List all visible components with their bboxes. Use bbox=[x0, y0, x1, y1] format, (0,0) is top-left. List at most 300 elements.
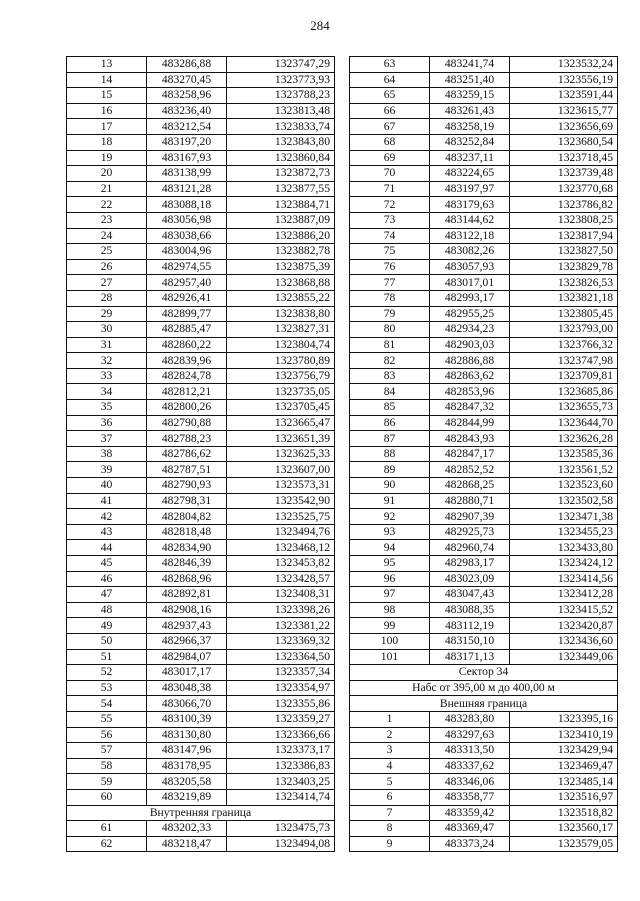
point-number-cell: 46 bbox=[67, 571, 147, 587]
point-number-cell: 45 bbox=[67, 556, 147, 572]
x-coordinate-cell: 482790,93 bbox=[147, 478, 227, 494]
sector-subtitle: Набс от 395,00 м до 400,00 м bbox=[350, 680, 618, 696]
x-coordinate-cell: 482934,23 bbox=[430, 322, 510, 338]
point-number-cell: 30 bbox=[67, 322, 147, 338]
point-number-cell: 87 bbox=[350, 431, 430, 447]
y-coordinate-cell: 1323735,05 bbox=[227, 384, 335, 400]
x-coordinate-cell: 483259,15 bbox=[430, 88, 510, 104]
table-row bbox=[67, 478, 335, 494]
table-row bbox=[67, 556, 335, 572]
table-row bbox=[67, 446, 335, 462]
y-coordinate-cell: 1323793,00 bbox=[510, 322, 618, 338]
table-row bbox=[67, 836, 335, 852]
y-coordinate-cell: 1323868,88 bbox=[227, 275, 335, 291]
point-number-cell: 62 bbox=[67, 836, 147, 852]
x-coordinate-cell: 483219,89 bbox=[147, 789, 227, 805]
point-number-cell: 101 bbox=[350, 649, 430, 665]
x-coordinate-cell: 482868,25 bbox=[430, 478, 510, 494]
x-coordinate-cell: 482957,40 bbox=[147, 275, 227, 291]
point-number-cell: 68 bbox=[350, 134, 430, 150]
y-coordinate-cell: 1323626,28 bbox=[510, 431, 618, 447]
table-row bbox=[350, 150, 618, 166]
point-number-cell: 81 bbox=[350, 337, 430, 353]
y-coordinate-cell: 1323817,94 bbox=[510, 228, 618, 244]
point-number-cell: 6 bbox=[350, 789, 430, 805]
x-coordinate-cell: 482786,62 bbox=[147, 446, 227, 462]
sector-title: Сектор 34 bbox=[350, 665, 618, 681]
x-coordinate-cell: 482886,88 bbox=[430, 353, 510, 369]
table-row bbox=[350, 181, 618, 197]
table-row bbox=[350, 431, 618, 447]
x-coordinate-cell: 482908,16 bbox=[147, 602, 227, 618]
x-coordinate-cell: 483047,43 bbox=[430, 587, 510, 603]
table-row bbox=[67, 602, 335, 618]
point-number-cell: 16 bbox=[67, 103, 147, 119]
x-coordinate-cell: 483286,88 bbox=[147, 57, 227, 73]
y-coordinate-cell: 1323709,81 bbox=[510, 368, 618, 384]
table-row bbox=[350, 665, 618, 681]
point-number-cell: 97 bbox=[350, 587, 430, 603]
table-row bbox=[350, 602, 618, 618]
point-number-cell: 44 bbox=[67, 540, 147, 556]
point-number-cell: 1 bbox=[350, 711, 430, 727]
x-coordinate-cell: 483258,19 bbox=[430, 119, 510, 135]
table-row bbox=[67, 72, 335, 88]
y-coordinate-cell: 1323359,27 bbox=[227, 711, 335, 727]
point-number-cell: 82 bbox=[350, 353, 430, 369]
table-row bbox=[67, 571, 335, 587]
x-coordinate-cell: 482847,32 bbox=[430, 400, 510, 416]
y-coordinate-cell: 1323756,79 bbox=[227, 368, 335, 384]
table-row bbox=[350, 789, 618, 805]
point-number-cell: 42 bbox=[67, 509, 147, 525]
x-coordinate-cell: 482798,31 bbox=[147, 493, 227, 509]
x-coordinate-cell: 482818,48 bbox=[147, 524, 227, 540]
point-number-cell: 26 bbox=[67, 259, 147, 275]
point-number-cell: 83 bbox=[350, 368, 430, 384]
table-row bbox=[350, 758, 618, 774]
point-number-cell: 100 bbox=[350, 633, 430, 649]
y-coordinate-cell: 1323833,74 bbox=[227, 119, 335, 135]
y-coordinate-cell: 1323747,98 bbox=[510, 353, 618, 369]
table-row bbox=[350, 384, 618, 400]
table-row bbox=[350, 493, 618, 509]
table-row bbox=[67, 57, 335, 73]
y-coordinate-cell: 1323808,25 bbox=[510, 212, 618, 228]
point-number-cell: 24 bbox=[67, 228, 147, 244]
table-row bbox=[67, 212, 335, 228]
point-number-cell: 56 bbox=[67, 727, 147, 743]
section-label-outer-boundary: Внешняя граница bbox=[350, 696, 618, 712]
table-row bbox=[67, 197, 335, 213]
point-number-cell: 36 bbox=[67, 415, 147, 431]
x-coordinate-cell: 483017,17 bbox=[147, 665, 227, 681]
point-number-cell: 98 bbox=[350, 602, 430, 618]
table-row bbox=[67, 181, 335, 197]
y-coordinate-cell: 1323872,73 bbox=[227, 166, 335, 182]
x-coordinate-cell: 483297,63 bbox=[430, 727, 510, 743]
y-coordinate-cell: 1323821,18 bbox=[510, 290, 618, 306]
x-coordinate-cell: 482966,37 bbox=[147, 633, 227, 649]
y-coordinate-cell: 1323420,87 bbox=[510, 618, 618, 634]
x-coordinate-cell: 483023,09 bbox=[430, 571, 510, 587]
table-row bbox=[350, 337, 618, 353]
x-coordinate-cell: 483122,18 bbox=[430, 228, 510, 244]
point-number-cell: 39 bbox=[67, 462, 147, 478]
table-row bbox=[67, 758, 335, 774]
table-row bbox=[67, 259, 335, 275]
y-coordinate-cell: 1323373,17 bbox=[227, 743, 335, 759]
y-coordinate-cell: 1323395,16 bbox=[510, 711, 618, 727]
point-number-cell: 4 bbox=[350, 758, 430, 774]
y-coordinate-cell: 1323766,32 bbox=[510, 337, 618, 353]
x-coordinate-cell: 482804,82 bbox=[147, 509, 227, 525]
point-number-cell: 58 bbox=[67, 758, 147, 774]
point-number-cell: 92 bbox=[350, 509, 430, 525]
x-coordinate-cell: 483088,35 bbox=[430, 602, 510, 618]
table-row bbox=[67, 462, 335, 478]
point-number-cell: 48 bbox=[67, 602, 147, 618]
y-coordinate-cell: 1323827,31 bbox=[227, 322, 335, 338]
table-row bbox=[350, 400, 618, 416]
x-coordinate-cell: 483337,62 bbox=[430, 758, 510, 774]
table-row bbox=[67, 493, 335, 509]
x-coordinate-cell: 482955,25 bbox=[430, 306, 510, 322]
table-row bbox=[350, 633, 618, 649]
x-coordinate-cell: 483224,65 bbox=[430, 166, 510, 182]
x-coordinate-cell: 482868,96 bbox=[147, 571, 227, 587]
y-coordinate-cell: 1323656,69 bbox=[510, 119, 618, 135]
x-coordinate-cell: 482937,43 bbox=[147, 618, 227, 634]
table-row bbox=[67, 134, 335, 150]
x-coordinate-cell: 482993,17 bbox=[430, 290, 510, 306]
table-row bbox=[67, 727, 335, 743]
x-coordinate-cell: 482899,77 bbox=[147, 306, 227, 322]
y-coordinate-cell: 1323408,31 bbox=[227, 587, 335, 603]
y-coordinate-cell: 1323424,12 bbox=[510, 556, 618, 572]
x-coordinate-cell: 483241,74 bbox=[430, 57, 510, 73]
point-number-cell: 18 bbox=[67, 134, 147, 150]
point-number-cell: 84 bbox=[350, 384, 430, 400]
table-row bbox=[67, 400, 335, 416]
point-number-cell: 9 bbox=[350, 836, 430, 852]
y-coordinate-cell: 1323805,45 bbox=[510, 306, 618, 322]
table-row bbox=[67, 805, 335, 821]
table-row bbox=[350, 524, 618, 540]
y-coordinate-cell: 1323556,19 bbox=[510, 72, 618, 88]
point-number-cell: 93 bbox=[350, 524, 430, 540]
point-number-cell: 90 bbox=[350, 478, 430, 494]
y-coordinate-cell: 1323485,14 bbox=[510, 774, 618, 790]
point-number-cell: 47 bbox=[67, 587, 147, 603]
point-number-cell: 41 bbox=[67, 493, 147, 509]
y-coordinate-cell: 1323525,75 bbox=[227, 509, 335, 525]
y-coordinate-cell: 1323665,47 bbox=[227, 415, 335, 431]
y-coordinate-cell: 1323369,32 bbox=[227, 633, 335, 649]
table-row bbox=[67, 306, 335, 322]
table-row bbox=[67, 696, 335, 712]
y-coordinate-cell: 1323747,29 bbox=[227, 57, 335, 73]
x-coordinate-cell: 483150,10 bbox=[430, 633, 510, 649]
table-row bbox=[350, 711, 618, 727]
table-row bbox=[350, 618, 618, 634]
point-number-cell: 74 bbox=[350, 228, 430, 244]
x-coordinate-cell: 483112,19 bbox=[430, 618, 510, 634]
table-row bbox=[67, 368, 335, 384]
x-coordinate-cell: 482847,17 bbox=[430, 446, 510, 462]
x-coordinate-cell: 483144,62 bbox=[430, 212, 510, 228]
table-row bbox=[67, 618, 335, 634]
x-coordinate-cell: 482984,07 bbox=[147, 649, 227, 665]
table-row bbox=[350, 743, 618, 759]
y-coordinate-cell: 1323855,22 bbox=[227, 290, 335, 306]
y-coordinate-cell: 1323680,54 bbox=[510, 134, 618, 150]
x-coordinate-cell: 482960,74 bbox=[430, 540, 510, 556]
table-row bbox=[350, 556, 618, 572]
y-coordinate-cell: 1323449,06 bbox=[510, 649, 618, 665]
table-row bbox=[350, 88, 618, 104]
point-number-cell: 50 bbox=[67, 633, 147, 649]
x-coordinate-cell: 482880,71 bbox=[430, 493, 510, 509]
table-row bbox=[67, 587, 335, 603]
table-row bbox=[350, 509, 618, 525]
table-row bbox=[67, 524, 335, 540]
table-row bbox=[67, 431, 335, 447]
y-coordinate-cell: 1323357,34 bbox=[227, 665, 335, 681]
x-coordinate-cell: 482925,73 bbox=[430, 524, 510, 540]
x-coordinate-cell: 482926,41 bbox=[147, 290, 227, 306]
point-number-cell: 76 bbox=[350, 259, 430, 275]
x-coordinate-cell: 483197,20 bbox=[147, 134, 227, 150]
x-coordinate-cell: 482824,78 bbox=[147, 368, 227, 384]
table-row bbox=[67, 415, 335, 431]
x-coordinate-cell: 482863,62 bbox=[430, 368, 510, 384]
y-coordinate-cell: 1323804,74 bbox=[227, 337, 335, 353]
table-row bbox=[350, 275, 618, 291]
table-row bbox=[350, 415, 618, 431]
y-coordinate-cell: 1323770,68 bbox=[510, 181, 618, 197]
x-coordinate-cell: 483237,11 bbox=[430, 150, 510, 166]
y-coordinate-cell: 1323468,12 bbox=[227, 540, 335, 556]
x-coordinate-cell: 482853,96 bbox=[430, 384, 510, 400]
table-row bbox=[350, 197, 618, 213]
point-number-cell: 95 bbox=[350, 556, 430, 572]
x-coordinate-cell: 483236,40 bbox=[147, 103, 227, 119]
x-coordinate-cell: 483313,50 bbox=[430, 743, 510, 759]
y-coordinate-cell: 1323573,31 bbox=[227, 478, 335, 494]
y-coordinate-cell: 1323813,48 bbox=[227, 103, 335, 119]
table-row bbox=[350, 353, 618, 369]
y-coordinate-cell: 1323364,50 bbox=[227, 649, 335, 665]
table-row bbox=[67, 821, 335, 837]
point-number-cell: 8 bbox=[350, 821, 430, 837]
table-row bbox=[350, 649, 618, 665]
y-coordinate-cell: 1323355,86 bbox=[227, 696, 335, 712]
point-number-cell: 94 bbox=[350, 540, 430, 556]
y-coordinate-cell: 1323560,17 bbox=[510, 821, 618, 837]
point-number-cell: 13 bbox=[67, 57, 147, 73]
point-number-cell: 29 bbox=[67, 306, 147, 322]
table-row bbox=[67, 290, 335, 306]
point-number-cell: 64 bbox=[350, 72, 430, 88]
x-coordinate-cell: 483358,77 bbox=[430, 789, 510, 805]
table-row bbox=[67, 88, 335, 104]
table-row bbox=[350, 836, 618, 852]
y-coordinate-cell: 1323518,82 bbox=[510, 805, 618, 821]
x-coordinate-cell: 482834,90 bbox=[147, 540, 227, 556]
x-coordinate-cell: 483057,93 bbox=[430, 259, 510, 275]
table-row bbox=[350, 134, 618, 150]
x-coordinate-cell: 482787,51 bbox=[147, 462, 227, 478]
y-coordinate-cell: 1323471,38 bbox=[510, 509, 618, 525]
table-row bbox=[350, 228, 618, 244]
x-coordinate-cell: 483082,26 bbox=[430, 244, 510, 260]
point-number-cell: 75 bbox=[350, 244, 430, 260]
y-coordinate-cell: 1323455,23 bbox=[510, 524, 618, 540]
y-coordinate-cell: 1323398,26 bbox=[227, 602, 335, 618]
x-coordinate-cell: 482846,39 bbox=[147, 556, 227, 572]
x-coordinate-cell: 482974,55 bbox=[147, 259, 227, 275]
point-number-cell: 99 bbox=[350, 618, 430, 634]
table-row bbox=[67, 103, 335, 119]
point-number-cell: 19 bbox=[67, 150, 147, 166]
point-number-cell: 60 bbox=[67, 789, 147, 805]
y-coordinate-cell: 1323843,80 bbox=[227, 134, 335, 150]
x-coordinate-cell: 482892,81 bbox=[147, 587, 227, 603]
point-number-cell: 53 bbox=[67, 680, 147, 696]
point-number-cell: 71 bbox=[350, 181, 430, 197]
table-row bbox=[67, 743, 335, 759]
y-coordinate-cell: 1323875,39 bbox=[227, 259, 335, 275]
table-row bbox=[67, 665, 335, 681]
point-number-cell: 85 bbox=[350, 400, 430, 416]
table-row bbox=[67, 275, 335, 291]
point-number-cell: 23 bbox=[67, 212, 147, 228]
table-row bbox=[350, 290, 618, 306]
point-number-cell: 59 bbox=[67, 774, 147, 790]
y-coordinate-cell: 1323651,39 bbox=[227, 431, 335, 447]
y-coordinate-cell: 1323386,83 bbox=[227, 758, 335, 774]
point-number-cell: 14 bbox=[67, 72, 147, 88]
x-coordinate-cell: 482885,47 bbox=[147, 322, 227, 338]
table-row bbox=[350, 774, 618, 790]
table-row bbox=[350, 72, 618, 88]
x-coordinate-cell: 483138,99 bbox=[147, 166, 227, 182]
y-coordinate-cell: 1323561,52 bbox=[510, 462, 618, 478]
y-coordinate-cell: 1323655,73 bbox=[510, 400, 618, 416]
x-coordinate-cell: 482800,26 bbox=[147, 400, 227, 416]
y-coordinate-cell: 1323532,24 bbox=[510, 57, 618, 73]
point-number-cell: 96 bbox=[350, 571, 430, 587]
y-coordinate-cell: 1323429,94 bbox=[510, 743, 618, 759]
point-number-cell: 40 bbox=[67, 478, 147, 494]
x-coordinate-cell: 483283,80 bbox=[430, 711, 510, 727]
x-coordinate-cell: 483205,58 bbox=[147, 774, 227, 790]
table-row bbox=[67, 774, 335, 790]
point-number-cell: 37 bbox=[67, 431, 147, 447]
y-coordinate-cell: 1323403,25 bbox=[227, 774, 335, 790]
point-number-cell: 88 bbox=[350, 446, 430, 462]
x-coordinate-cell: 483167,93 bbox=[147, 150, 227, 166]
point-number-cell: 73 bbox=[350, 212, 430, 228]
table-row bbox=[67, 119, 335, 135]
y-coordinate-cell: 1323523,60 bbox=[510, 478, 618, 494]
point-number-cell: 78 bbox=[350, 290, 430, 306]
point-number-cell: 38 bbox=[67, 446, 147, 462]
point-number-cell: 35 bbox=[67, 400, 147, 416]
table-row bbox=[350, 680, 618, 696]
y-coordinate-cell: 1323414,74 bbox=[227, 789, 335, 805]
point-number-cell: 17 bbox=[67, 119, 147, 135]
x-coordinate-cell: 483178,95 bbox=[147, 758, 227, 774]
point-number-cell: 79 bbox=[350, 306, 430, 322]
x-coordinate-cell: 483038,66 bbox=[147, 228, 227, 244]
table-row bbox=[350, 259, 618, 275]
y-coordinate-cell: 1323502,58 bbox=[510, 493, 618, 509]
x-coordinate-cell: 482983,17 bbox=[430, 556, 510, 572]
x-coordinate-cell: 483346,06 bbox=[430, 774, 510, 790]
point-number-cell: 63 bbox=[350, 57, 430, 73]
table-row bbox=[350, 587, 618, 603]
y-coordinate-cell: 1323428,57 bbox=[227, 571, 335, 587]
y-coordinate-cell: 1323739,48 bbox=[510, 166, 618, 182]
table-row bbox=[67, 384, 335, 400]
table-row bbox=[67, 789, 335, 805]
y-coordinate-cell: 1323453,82 bbox=[227, 556, 335, 572]
point-number-cell: 20 bbox=[67, 166, 147, 182]
table-row bbox=[350, 166, 618, 182]
point-number-cell: 3 bbox=[350, 743, 430, 759]
x-coordinate-cell: 483179,63 bbox=[430, 197, 510, 213]
point-number-cell: 27 bbox=[67, 275, 147, 291]
x-coordinate-cell: 483100,39 bbox=[147, 711, 227, 727]
table-row bbox=[350, 57, 618, 73]
point-number-cell: 91 bbox=[350, 493, 430, 509]
x-coordinate-cell: 482907,39 bbox=[430, 509, 510, 525]
y-coordinate-cell: 1323829,78 bbox=[510, 259, 618, 275]
table-row bbox=[67, 244, 335, 260]
y-coordinate-cell: 1323780,89 bbox=[227, 353, 335, 369]
table-row bbox=[67, 228, 335, 244]
y-coordinate-cell: 1323381,22 bbox=[227, 618, 335, 634]
x-coordinate-cell: 483066,70 bbox=[147, 696, 227, 712]
x-coordinate-cell: 483171,13 bbox=[430, 649, 510, 665]
x-coordinate-cell: 483004,96 bbox=[147, 244, 227, 260]
table-row bbox=[350, 571, 618, 587]
table-row bbox=[67, 353, 335, 369]
point-number-cell: 7 bbox=[350, 805, 430, 821]
x-coordinate-cell: 483130,80 bbox=[147, 727, 227, 743]
x-coordinate-cell: 483258,96 bbox=[147, 88, 227, 104]
point-number-cell: 70 bbox=[350, 166, 430, 182]
table-row bbox=[67, 150, 335, 166]
point-number-cell: 22 bbox=[67, 197, 147, 213]
point-number-cell: 54 bbox=[67, 696, 147, 712]
x-coordinate-cell: 483017,01 bbox=[430, 275, 510, 291]
point-number-cell: 57 bbox=[67, 743, 147, 759]
y-coordinate-cell: 1323705,45 bbox=[227, 400, 335, 416]
point-number-cell: 72 bbox=[350, 197, 430, 213]
point-number-cell: 15 bbox=[67, 88, 147, 104]
table-row bbox=[350, 103, 618, 119]
table-row bbox=[350, 244, 618, 260]
y-coordinate-cell: 1323827,50 bbox=[510, 244, 618, 260]
x-coordinate-cell: 482790,88 bbox=[147, 415, 227, 431]
point-number-cell: 86 bbox=[350, 415, 430, 431]
table-row bbox=[67, 711, 335, 727]
table-row bbox=[350, 727, 618, 743]
point-number-cell: 49 bbox=[67, 618, 147, 634]
